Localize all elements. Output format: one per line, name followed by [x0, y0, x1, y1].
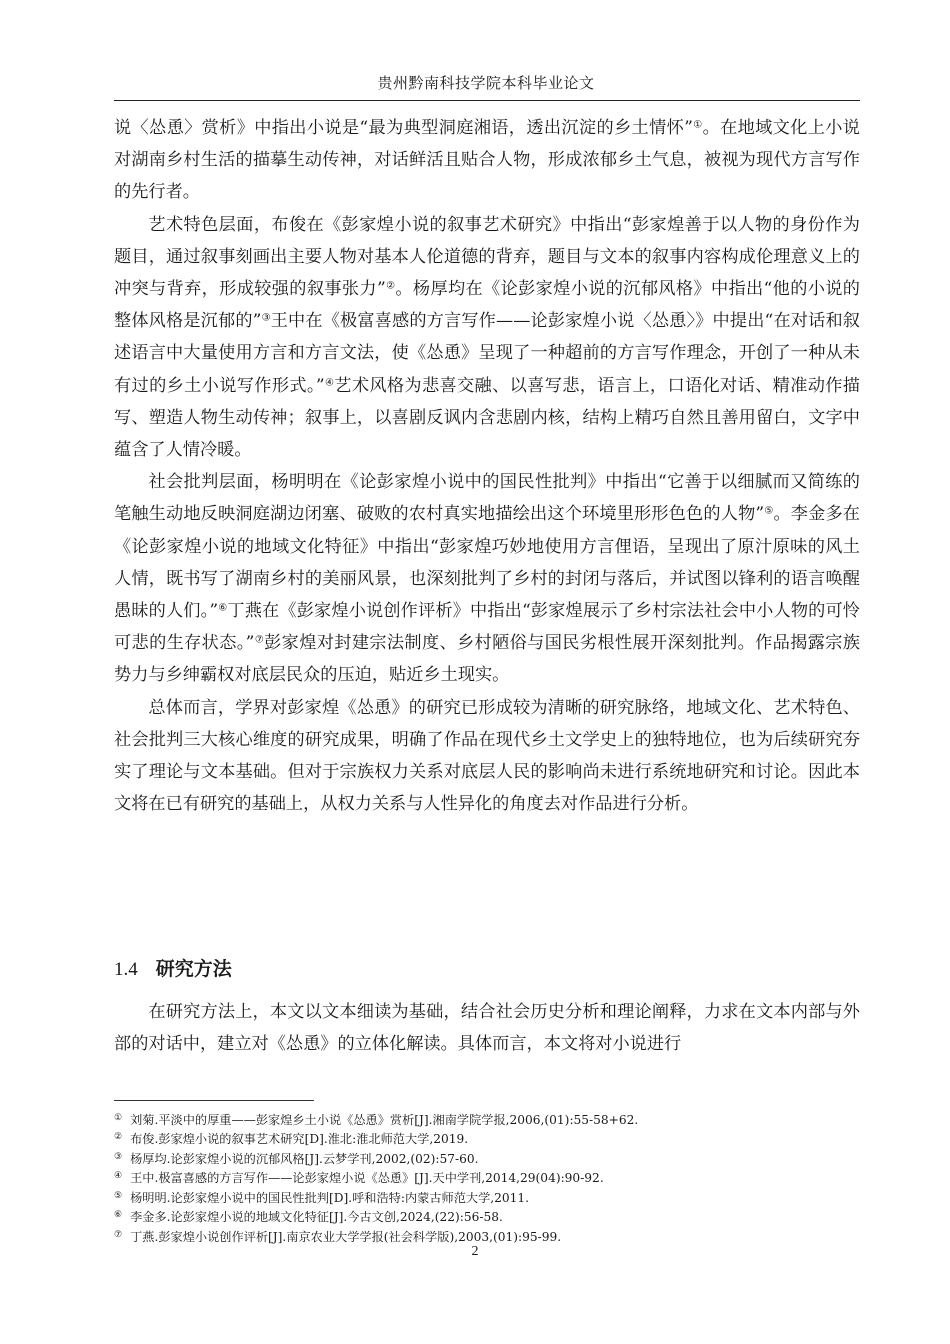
text-run: 。在地域文化上小说对湖南乡村生活的描摹生动传神，对话鲜活且贴合人物，形成浓郁乡土气息，被视为现代方言写作的先行者。: [114, 118, 860, 203]
footnote-item: [114, 1168, 860, 1187]
footnote-item: [114, 1207, 860, 1226]
footnote-text: 刘菊.平淡中的厚重——彭家煌乡土小说《怂恿》赏析[J].湘南学院学报,2006,(01):55-58+62.: [130, 1113, 639, 1128]
footnote-text: 丁燕.彭家煌小说创作评析[J].南京农业大学学报(社会科学版),2003,(01):95-99.: [130, 1229, 562, 1244]
footnote-mark: ⑥: [114, 1210, 123, 1221]
page-number: 2: [471, 1244, 479, 1259]
header-divider: [114, 100, 860, 101]
footnote-ref[interactable]: ①: [692, 119, 703, 131]
footnote-mark: ③: [114, 1151, 123, 1162]
section-title: 研究方法: [155, 958, 232, 980]
footnote-ref[interactable]: ⑤: [764, 505, 774, 517]
footnotes: [114, 1110, 860, 1246]
section-heading: [114, 954, 232, 981]
footnote-text: 王中.极富喜感的方言写作——论彭家煌小说《怂恿》[J].天中学刊,2014,29(04):90-92.: [130, 1171, 604, 1186]
text-run: 丁燕在《彭家煌小说创作评析》中指出“彭家煌展示了乡村宗法社会中小人物的可怜可悲的生存状态。”: [114, 601, 860, 654]
method-text: [114, 996, 860, 1060]
footnote-mark: ①: [114, 1113, 123, 1123]
footnote-text: 李金多.论彭家煌小说的地域文化特征[J].今古文创,2024,(22):56-58.: [130, 1210, 503, 1225]
footnote-mark: ④: [114, 1171, 123, 1182]
footnote-text: 杨明明.论彭家煌小说中的国民性批判[D].呼和浩特:内蒙古师范大学,2011.: [130, 1190, 530, 1205]
body-text: [114, 112, 860, 820]
footnote-text: 布俊.彭家煌小说的叙事艺术研究[D].淮北:淮北师范大学,2019.: [130, 1132, 469, 1147]
footnote-item: [114, 1110, 860, 1129]
footnote-ref[interactable]: ③: [261, 312, 271, 324]
footnote-ref[interactable]: ④: [324, 377, 335, 389]
text-run: 。李金多在《论彭家煌小说的地域文化特征》中指出“彭家煌巧妙地使用方言俚语，呈现出了原汁原味的风土人情，既书写了湖南乡村的美丽风景，也深刻批判了乡村的封闭与落后，并试图以锋利的语言唤醒愚昧的人们。”: [114, 504, 860, 622]
running-header: 贵州黔南科技学院本科毕业论文: [377, 74, 595, 92]
text-run: 总体而言，学界对彭家煌《怂恿》的研究已形成较为清晰的研究脉络，地域文化、艺术特色、社会批判三大核心维度的研究成果，明确了作品在现代乡土文学史上的独特地位，也为后续研究夯实了理论与文本基础。但对于宗族权力关系对底层人民的影响尚未进行系统地研究和讨论。因此本文将在已有研究的基础上，从权力关系与人性异化的角度去对作品进行分析。: [114, 697, 860, 815]
footnote-mark: ②: [114, 1132, 123, 1143]
footnote-ref[interactable]: ②: [385, 280, 396, 292]
paragraph-research-method: 在研究方法上，本文以文本细读为基础，结合社会历史分析和理论阐释，力求在文本内部与外部的对话中，建立对《怂恿》的立体化解读。具体而言，本文将对小说进行: [114, 1002, 860, 1055]
footnote-text: 杨厚均.论彭家煌小说的沉郁风格[J].云梦学刊,2002,(02):57-60.: [130, 1151, 479, 1166]
footnote-ref[interactable]: ⑥: [218, 602, 228, 614]
section-number: 1.4: [114, 959, 138, 980]
text-run: 彭家煌对封建宗法制度、乡村陋俗与国民劣根性展开深刻批判。作品揭露宗族势力与乡绅霸权对底层民众的压迫，贴近乡土现实。: [114, 633, 860, 686]
footnote-item: [114, 1149, 860, 1168]
footnote-divider: [114, 1100, 314, 1101]
text-run: 王中在《极富喜感的方言写作——论彭家煌小说〈怂恿〉》中提出“在对话和叙述语言中大量使用方言和方言文法，使《怂恿》呈现了一种超前的方言写作理念，开创了一种从未有过的乡土小说写作形式。”: [114, 311, 860, 396]
paragraph-social-critique: [114, 466, 860, 691]
footnote-ref[interactable]: ⑦: [254, 634, 265, 646]
paragraph-continuation: [114, 112, 860, 209]
text-run: 艺术风格为悲喜交融、以喜写悲，语言上，口语化对话、精准动作描写、塑造人物生动传神；叙事上，以喜剧反讽内含悲剧内核，结构上精巧自然且善用留白，文字中蕴含了人情冷暖。: [114, 375, 860, 461]
paragraph-summary: [114, 692, 860, 821]
text-run: 说〈怂恿〉赏析》中指出小说是“最为典型洞庭湘语，透出沉淀的乡土情怀”: [114, 118, 693, 138]
footnote-mark: ⑦: [114, 1229, 123, 1240]
footnote-mark: ⑤: [114, 1190, 123, 1201]
text-run: 社会批判层面，杨明明在《论彭家煌小说中的国民性批判》中指出“它善于以细腻而又简练的笔触生动地反映洞庭湖边闭塞、破败的农村真实地描绘出这个环境里形形色色的人物”: [114, 472, 860, 525]
footnote-item: [114, 1188, 860, 1207]
paragraph-artistic-features: [114, 209, 860, 467]
footnote-item: [114, 1129, 860, 1148]
text-run: 艺术特色层面，布俊在《彭家煌小说的叙事艺术研究》中指出“彭家煌善于以人物的身份作为题目，通过叙事刻画出主要人物对基本人伦道德的背弃，题目与文本的叙事内容构成伦理意义上的冲突与背弃，形成较强的叙事张力”: [114, 214, 860, 300]
text-run: 。杨厚均在《论彭家煌小说的沉郁风格》中指出“他的小说的整体风格是沉郁的”: [114, 279, 860, 332]
